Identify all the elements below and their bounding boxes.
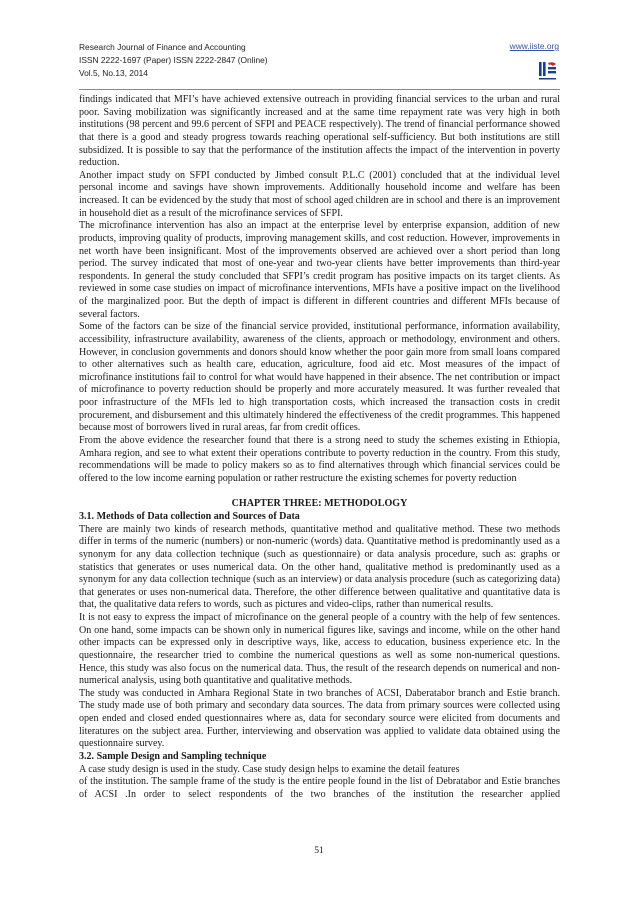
volume-line: Vol.5, No.13, 2014 (79, 68, 148, 79)
paragraph-enterprise-impact: The microfinance intervention has also an impact at the enterprise level by enterprise expansion, addition of new products, improving quality of products, improving management skills, and cost reduction. However, improvements in net worth have been insignificant. Most of the improvements observed are achieved over a short period than long period. The survey indicated that most of one-year and two-year clients have better improvements than third-year respondents. In general the study concluded that SFPI’s credit program has positive impacts on its target clients. As reviewed in some case studies on impact of microfinance interventions, MFIs have a positive impact on the livelihood of the marginalized poor. But the depth of impact is different in different countries and different MFIs because of several factors. (79, 220, 560, 320)
section-3-2-heading: 3.2. Sample Design and Sampling technique (79, 750, 267, 762)
paragraph-study-area: The study was conducted in Amhara Regional State in two branches of ACSI, Daberatabor branch and Estie branch. The study made use of both primary and secondary data sources. The data from primary sources were collected using open ended and closed ended questionnaires where as, data for secondary source were elicited from documents and literatures on the subject area. Further, interviewing and observation was applied to validate data obtained using the questionnaire survey. (79, 687, 560, 750)
paragraph-factors: Some of the factors can be size of the financial service provided, institutional performance, information availability, accessibility, infrastructure availability, awareness of the clients, approach or methodology, environment and others. However, in conclusion governments and donors should know whether the poor gain more from small loans compared to other alternatives such as health care, education, agriculture, food aid etc. Most measures of the impact of microfinance institutions fail to control for what would have happened in their absence. The net contribution or impact of microfinance to poverty reduction should be properly and more accurately measured. It was further revealed that poor infrastructure of the MFIs led to high transportation costs, which increased the transaction costs in credit procurement, and disbursement and this ultimately hindered the effectiveness of the credit programmes. This happened because most of borrowers lived in rural areas, far from credit offices. (79, 321, 560, 434)
running-header (79, 41, 268, 81)
paragraph-impact-expression: It is not easy to express the impact of microfinance on the general people of a country with the help of few sentences. On one hand, some impacts can be shown only in numerical figures like, savings and income, while on the other hand other impacts can be expressed only in descriptive ways, like, access to education, business experience etc. In the questionnaire, the researcher tried to combine the numerical questions as well as some non-numerical questions. Hence, this study was also focus on the numerical data. Thus, the result of the research depends on numerical and non-numerical analysis, using both quantitative and qualitative methods. (79, 612, 560, 687)
iiste-logo-icon (537, 58, 559, 82)
paragraph-case-study-line: A case study design is used in the study. Case study design helps to examine the detail features (79, 763, 460, 775)
body-text (79, 94, 560, 801)
section-3-1-heading: 3.1. Methods of Data collection and Sources of Data (79, 511, 300, 522)
paragraph-impact-study: Another impact study on SFPI conducted by Jimbed consult P.L.C (2001) concluded that at the individual level personal income and savings have shown improvements. Additionally household income and welfare has been increased. It can be evidenced by the study that most of school aged children are in school and there is an improvement in household diet as a result of the microfinance services of SFPI. (79, 169, 560, 219)
paragraph-sample-frame: of the institution. The sample frame of the study is the entire people found in the list of Debratabor and Estie branches of ACSI .In order to select respondents of the two branches of the institution the researcher applied (79, 776, 560, 800)
paragraph-evidence: From the above evidence the researcher found that there is a strong need to study the schemes existing in Ethiopia, Amhara region, and see to what extent their operations contribute to poverty reduction in the country. From this study, recommendations will be made to policy makers so as to find alternatives through which financial services could be offered to the low income earning population or rather restructure the existing schemes for poverty reduction (79, 434, 560, 484)
website-link[interactable]: www.iiste.org (509, 41, 559, 51)
paragraph-findings: findings indicated that MFI’s have achieved extensive outreach in providing financial services to the urban and rural poor. Saving mobilization was significantly increased and at the same time repayment rate was very high in both institutions (98 percent and 99.6 percent of SFPI and PEACE respectively). The trend of financial performance showed that there is a good and steady progress towards reaching operational self-sufficiency. But both institutions are still subsidized. It is possible to say that the performance of the institution affects the impact of the intervention in poverty reduction. (79, 94, 560, 169)
journal-title: Research Journal of Finance and Accounting (79, 42, 246, 52)
paragraph-research-methods: There are mainly two kinds of research methods, quantitative method and qualitative method. These two methods differ in terms of the numeric (numbers) or non-numeric (words) data. Quantitative method is predominantly used as a synonym for any data collection technique (such as questionnaire) or data analysis procedure, such as: graphs or statistics that generates or uses numerical data. On the other hand, qualitative method is predominantly used as a synonym for any data collection technique (such as an interview) or data analysis procedure (such as categorizing data) that generates or uses non-numerical data. Therefore, the other difference between qualitative and quantitative data is that, the qualitative data refers to words, such as pictures and video-clips, rather than numerical results. (79, 523, 560, 611)
page-number: 51 (314, 845, 324, 856)
chapter-heading: CHAPTER THREE: METHODOLOGY (231, 498, 408, 510)
header-rule (79, 89, 560, 90)
issn-line: ISSN 2222-1697 (Paper) ISSN 2222-2847 (Online) (79, 55, 268, 66)
